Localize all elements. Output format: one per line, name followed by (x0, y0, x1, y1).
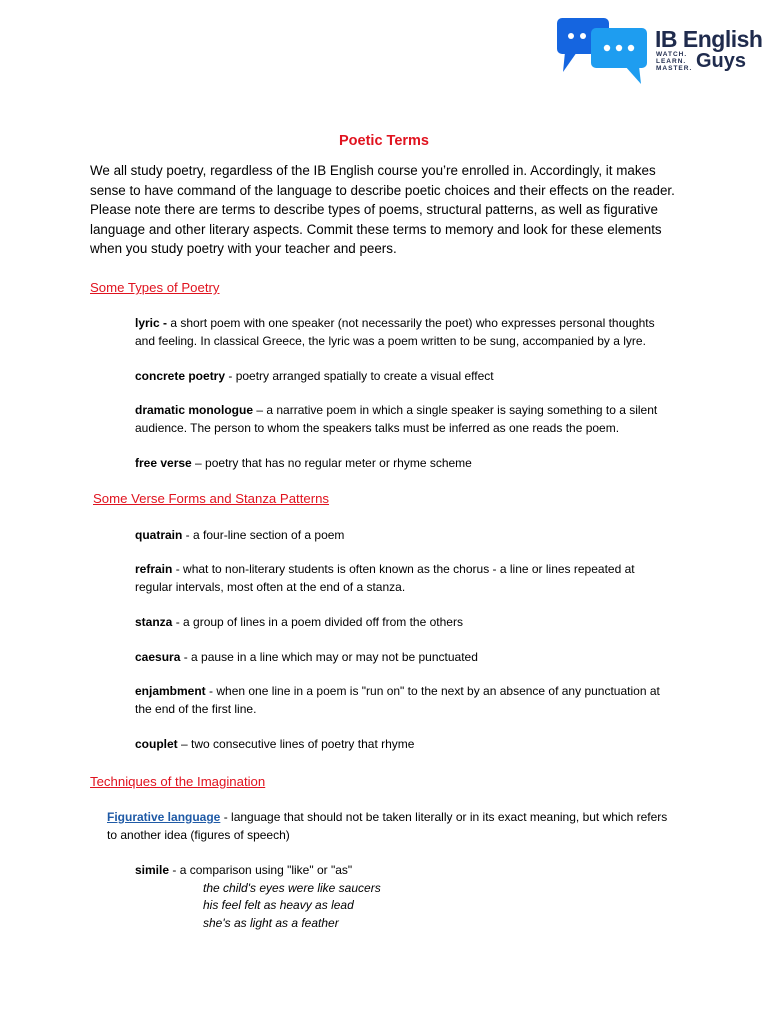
term-quatrain: quatrain - a four-line section of a poem (135, 528, 345, 542)
term-lyric: lyric - a short poem with one speaker (not necessarily the poet) who expresses personal thoughts and feeling. In classical Greece, the lyric was a poem written to be sung, accompanied by a lyre. (135, 316, 655, 348)
intro-paragraph: We all study poetry, regardless of the IB English course you’re enrolled in. Accordingly, it makes sense to have command of the language to describe poetic choices and their effects on the reader. Please note there are terms to describe types of poems, structural patterns, as well as figurative language and other literary aspects. Commit these terms to memory and look for these elements when you study poetry with your teacher and peers. (90, 163, 675, 256)
section-heading-techniques: Techniques of the Imagination (90, 774, 266, 789)
simile-example: she's as light as a feather (203, 916, 339, 930)
ib-english-guys-logo (555, 14, 763, 88)
term-caesura: caesura - a pause in a line which may or may not be punctuated (135, 650, 478, 664)
simile-example: the child's eyes were like saucers (203, 881, 381, 895)
term-enjambment: enjambment - when one line in a poem is "run on" to the next by an absence of any punctuation at the end of the first line. (135, 684, 660, 716)
section-heading-forms: Some Verse Forms and Stanza Patterns (93, 491, 330, 506)
chat-bubbles-icon (555, 14, 655, 88)
logo-tagline: WATCH. LEARN. MASTER. (656, 51, 693, 72)
figurative-language-link[interactable]: Figurative language (107, 810, 221, 824)
term-couplet: couplet – two consecutive lines of poetry that rhyme (135, 737, 415, 751)
term-simile: simile - a comparison using "like" or "as" (135, 863, 353, 877)
page-title: Poetic Terms (339, 133, 429, 149)
term-stanza: stanza - a group of lines in a poem divided off from the others (135, 615, 463, 629)
logo-brand-text: IB English (655, 26, 763, 52)
term-refrain: refrain - what to non-literary students is often known as the chorus - a line or lines repeated at regular intervals, most often at the end of a stanza. (135, 562, 635, 594)
term-figurative-language: Figurative language - language that should not be taken literally or in its exact meaning, but which refers to another idea (figures of speech) (107, 810, 668, 842)
section-heading-types: Some Types of Poetry (90, 280, 220, 295)
term-concrete-poetry: concrete poetry - poetry arranged spatially to create a visual effect (135, 369, 494, 383)
term-free-verse: free verse – poetry that has no regular meter or rhyme scheme (135, 456, 472, 470)
logo-brand-text-2: Guys (696, 50, 747, 72)
term-dramatic-monologue: dramatic monologue – a narrative poem in which a single speaker is saying something to a silent audience. The person to whom the speakers talks must be inferred as one reads the poem. (135, 403, 658, 435)
simile-example: his feel felt as heavy as lead (203, 898, 354, 912)
